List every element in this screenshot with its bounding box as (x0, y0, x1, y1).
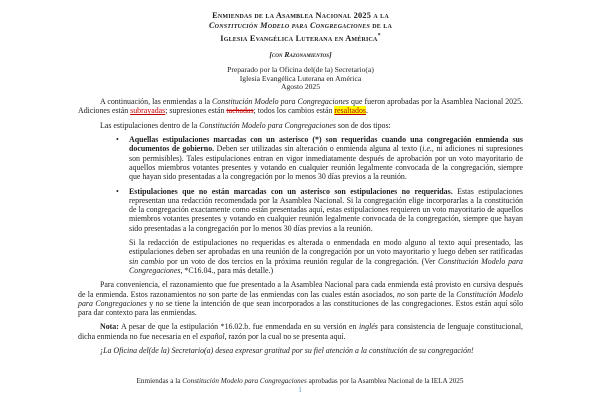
footer-line: Enmiendas a la Constitución Modelo para Congregaciones aprobadas por la Asamblea Nacional de la IELA 2025 (136, 376, 464, 385)
document-title (78, 11, 523, 44)
gratitude-paragraph: ¡La Oficina del(de la) Secretario(a) desea expresar gratitud por su fiel atención a la constitución de su congregación! (100, 345, 474, 355)
page-footer (0, 377, 600, 395)
document-title-line-3: Iglesia Evangélica Luterana en América* (220, 33, 381, 43)
note-paragraph: Nota: A pesar de que la estipulación *16.02.b. fue enmendada en su versión en inglés para consistencia de lenguaje constitucional, dicha enmienda no fue necesaria en el español, razón por la cual no se presenta aquí. (78, 322, 523, 341)
prepared-date-line: Agosto 2025 (280, 82, 321, 92)
bullet-marker: • (116, 186, 119, 196)
convenience-paragraph: Para conveniencia, el razonamiento que fue presentado a la Asamblea Nacional para cada enmienda está provisto en cursiva después de la enmienda. Estos razonamientos no son parte de las enmiendas con las cuales están asociados, no son parte de la Constitución Modelo para Congregaciones y no se tiene la intención de que sean incorporados a las constituciones de las congregaciones. Estos están aquí sólo para dar contexto para las enmiendas. (78, 280, 524, 318)
prepared-by-line: Preparado por la Oficina del(de la) Secretario(a) (227, 64, 374, 74)
prepared-by-block (78, 66, 523, 92)
provision-bullet-list (78, 135, 523, 275)
bullet-item-required-provisions (78, 135, 523, 181)
bullet-marker: • (116, 135, 119, 145)
bullet-continuation-paragraph: Si la redacción de estipulaciones no requeridas es alterada o enmendada en modo alguno al texto aquí presentado, las estipulaciones deben ser aprobadas en una reunión de la congregación por un voto mayoritario y luego deben ser ratificadas sin cambio por un voto de dos tercios en la próxima reunión regular de la congregación. (Ver Constitución Modelo para Congregaciones, *C16.04., para más detalle.) (129, 238, 523, 275)
prepared-org-line: Iglesia Evangélica Luterana en América (239, 73, 362, 83)
bullet-text: Estipulaciones que no están marcadas con un asterisco son estipulaciones no requeridas. Estas estipulaciones representan una redacción recomendada por la Asamblea Nacional. Si la congregación elige incorporarlas a la constitución de la congregación exactamente como están presentadas aquí, estas estipulaciones requieren un voto mayoritario de aquellos miembros votantes presentes y votando en cualquier reunión legalmente convocada de la congregación, siempre que hayan sido presentadas a la congregación por lo menos 30 días previos a la reunión. (129, 186, 523, 233)
intro-paragraph: A continuación, las enmiendas a la Constitución Modelo para Congregaciones que fueron aprobadas por la Asamblea Nacional 2025. Adiciones están subrayadas; supresiones están tachadas; todos los cambios están resaltados. (78, 97, 523, 116)
page-number: 1 (298, 386, 302, 395)
document-subtitle: [con Razonamientos] (269, 49, 332, 59)
document-title-line-2: Constitución Modelo para Congregaciones de la (208, 21, 393, 30)
bullet-text: Aquellas estipulaciones marcadas con un asterisco (*) son requeridas cuando una congregación enmienda sus documentos de gobierno. Deben ser utilizadas sin alteración o enmienda alguna al texto (i.e., ni adiciones ni supresiones son permisibles). Tales estipulaciones entran en vigor inmediatamente después de aprobación por un voto mayoritario de aquellos miembros votantes presentes y votando en cualquier reunión legalmente convocada de la congregación, siempre que hayan sido presentadas a la congregación por lo menos 30 días previos a la reunión. (129, 135, 523, 182)
document-title-line-1: Enmiendas de la Asamblea Nacional 2025 a la (212, 11, 389, 20)
types-paragraph: Las estipulaciones dentro de la Constitución Modelo para Congregaciones son de dos tipos: (100, 120, 391, 130)
document-body (78, 97, 523, 355)
bullet-item-nonrequired-provisions (78, 187, 523, 233)
